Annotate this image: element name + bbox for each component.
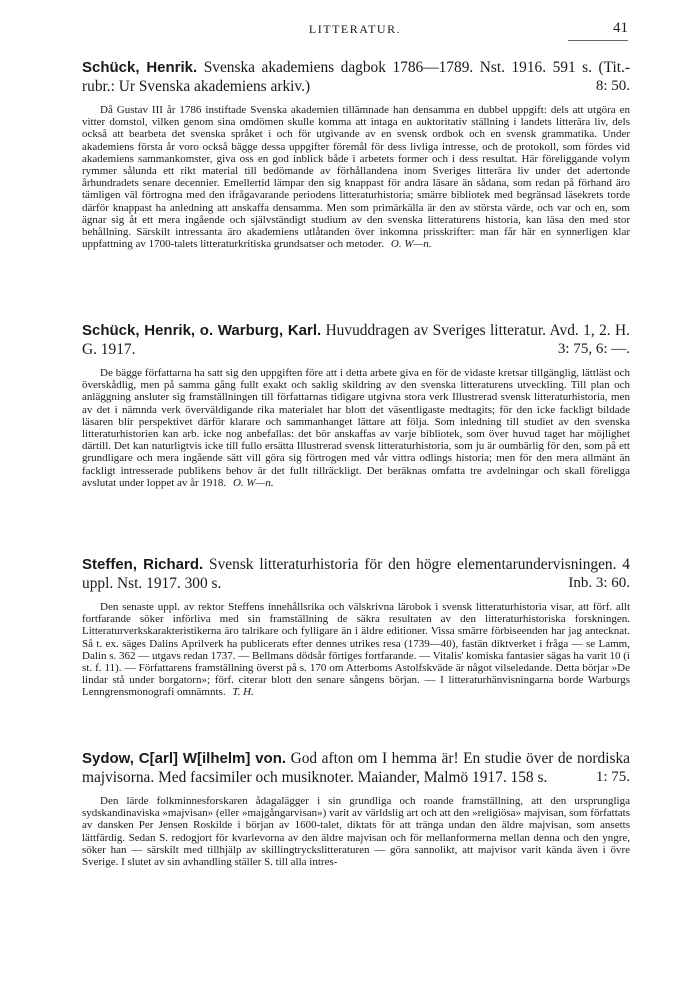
review-text: Då Gustav III år 1786 instiftade Svenska akademien tillämnade han densamma en dubbel uppgift: dels att utgöra en vitter domstol, vilken genom sina omdömen skulle komma att intaga en auktoritativ ställning i landets litterära liv, dels också att bearbeta det svenska språket i och för utgivande av en svensk ordbok och en svensk grammatika. Under akademiens första år voro också bägge dessa uppgifter föremål för dess livliga intresse, och de protokoll, som fördes vid akademiens sammankomster, giva oss en god inblick både i arbetets former och i dess resultat. Här föreliggande volym rymmer sålunda ett rikt material till bedömande av förhållandena inom Sveriges litterära liv under det adertonde århundradets senare decennier. Emellertid lämpar den sig knappast för andra läsare än sådana, som redan på förhand äro tämligen väl förtrogna med den ifrågavarande periodens litteraturhistoria; smärre bibliotek med begränsad läsekrets torde därför knappast ha anledning att anskaffa densamma. Men som primärkälla är den av största värde, och var och en, som ägnar sig åt ett mera ingående och självständigt studium av den svenska litteraturens historia, kan läsa den med stor behållning. Särskilt intressanta äro akademiens utlåtanden över inkomna prisskrifter: man får här en synnerligen klar uppfattning av 1700-talets litteraturkritiska grundsatser och metoder. [82, 104, 630, 251]
entry-heading [82, 321, 630, 359]
entry-heading [82, 555, 630, 593]
review-signature: O. W—n. [390, 238, 432, 251]
bibliography-entry [82, 58, 630, 250]
entry-title: Svenska akademiens dagbok 1786—1789. Nst. 1916. 591 s. (Tit.-rubr.: Ur Svenska akademiens arkiv.) [82, 59, 631, 95]
entry-review [82, 367, 630, 489]
running-title: LITTERATUR. [308, 22, 402, 36]
entry-review [82, 601, 630, 699]
header-rule [568, 40, 628, 41]
bibliography-entry [82, 555, 630, 699]
review-text: De bägge författarna ha satt sig den uppgiften före att i detta arbete giva en för de vidaste kretsar tillgänglig, lättläst och överskådlig, men på samma gång fullt exakt och saklig skildring av den svenska litteraturens utveckling. Till plan och anläggning ansluter sig framställningen till författarnas tidigare utgivna stora verk Illustrerad svensk litteraturhistoria, men av det i nämnda verk överväldigande rika materialet har blott det väsentligaste medtagits; för den icke fackligt bildade läsaren blir perspektivet därför klarare och sammanhanget lättare att följa. Som inledning till studiet av den svenska litteraturhistorien kan arb. icke nog anbefallas: det bör anskaffas av varje bibliotek, som över huvud taget har möjlighet därtill. Det kan naturligtvis icke till fullo ersätta Illustrerad svensk litteraturhistoria, som ju är oumbärlig för den, som på ett grundligare och mera ingående sätt vill göra sig förtrogen med vår vittra odlings historia; men för den mera allmänt än fackligt intresserade publikens behov är det fullt tillräckligt. Det beräknas omfatta tre avdelningar och skall föreligga avslutat under loppet av år 1918. [82, 367, 630, 489]
entry-price: 8: 50. [595, 78, 630, 94]
entry-price: Inb. 3: 60. [568, 575, 630, 591]
entry-review [82, 104, 630, 250]
entry-heading [82, 749, 630, 787]
entry-author: Schück, Henrik. [82, 59, 198, 76]
entry-review [82, 795, 630, 868]
bibliography-entry [82, 749, 630, 868]
entry-author: Schück, Henrik, o. Warburg, Karl. [82, 322, 322, 339]
entry-price: 1: 75. [595, 769, 630, 785]
review-text: Den senaste uppl. av rektor Steffens innehållsrika och välskrivna lärobok i svensk litteraturhistoria visar, att förf. allt fortfarande söker införliva med sin framställning de säkra resultaten av den litteraturhistoriska forskningen. Litteraturverkskarakteristikerna äro talrikare och fylligare än i äldre editioner. Vissa smärre förbiseenden har jag antecknat. Så t. ex. säges Dalins Aprilverk ha publicerats efter dennes utrikes resa (1739—40), fastän diktverket i fråga — se Lamm, Dalin s. 362 — utgavs redan 1737. — Bellmans dödsår förtiges fortfarande. — Vitalis' komiska fantasier sägas ha varit 10 (i st. f. 11). — Författarens framställning överst på s. 170 om Atterboms Astolfskväde är något vilseledande. Detta börjar »De lindar stå under borgatorn»; förf. citerar blott den senare sångens början. — I litteraturhänvisningarna borde Warburgs Lenngrensmonografi omnämnts. [82, 601, 630, 699]
entry-title: God afton om I hemma är! En studie över de nordiska majvisorna. Med facsimiler och musiknoter. Maiander, Malmö 1917. 158 s. [82, 750, 631, 786]
entry-author: Steffen, Richard. [82, 556, 204, 573]
entry-title: Huvuddragen av Sveriges litteratur. Avd. 1, 2. H. G. 1917. [82, 322, 630, 358]
review-text: Den lärde folkminnesforskaren ådagalägger i sin grundliga och roande framställning, att den ursprungliga sydskandinaviska »majvisan» (eller »majgångarvisan») varit av världslig art och att den »religiösa» majvisan, som författats av dansken Per Jensen Roskilde i början av 1600-talet, diktats för att tränga undan den äldre majvisan, som ansetts lättfärdig. Sedan S. redogjort för kvarlevorna av den äldre majvisan och för mellanformerna mellan denna och den yngre, söker han — särskilt med tillhjälp av skillingtryckslitteraturen — göra sannolikt, att majvisor varit kända även i övre Sverige. I slutet av sin avhandling ställer S. till alla intres- [82, 795, 630, 869]
review-signature: T. H. [232, 686, 254, 699]
review-signature: O. W—n. [232, 476, 274, 489]
running-head [82, 20, 628, 42]
entry-heading [82, 58, 630, 96]
bibliography-entry [82, 321, 630, 489]
entry-price: 3: 75, 6: —. [557, 341, 630, 357]
page-number: 41 [613, 20, 628, 36]
entry-author: Sydow, C[arl] W[ilhelm] von. [82, 750, 287, 767]
entry-title: Svensk litteraturhistoria för den högre elementarundervisningen. 4 uppl. Nst. 1917. 300 s. [82, 556, 630, 592]
